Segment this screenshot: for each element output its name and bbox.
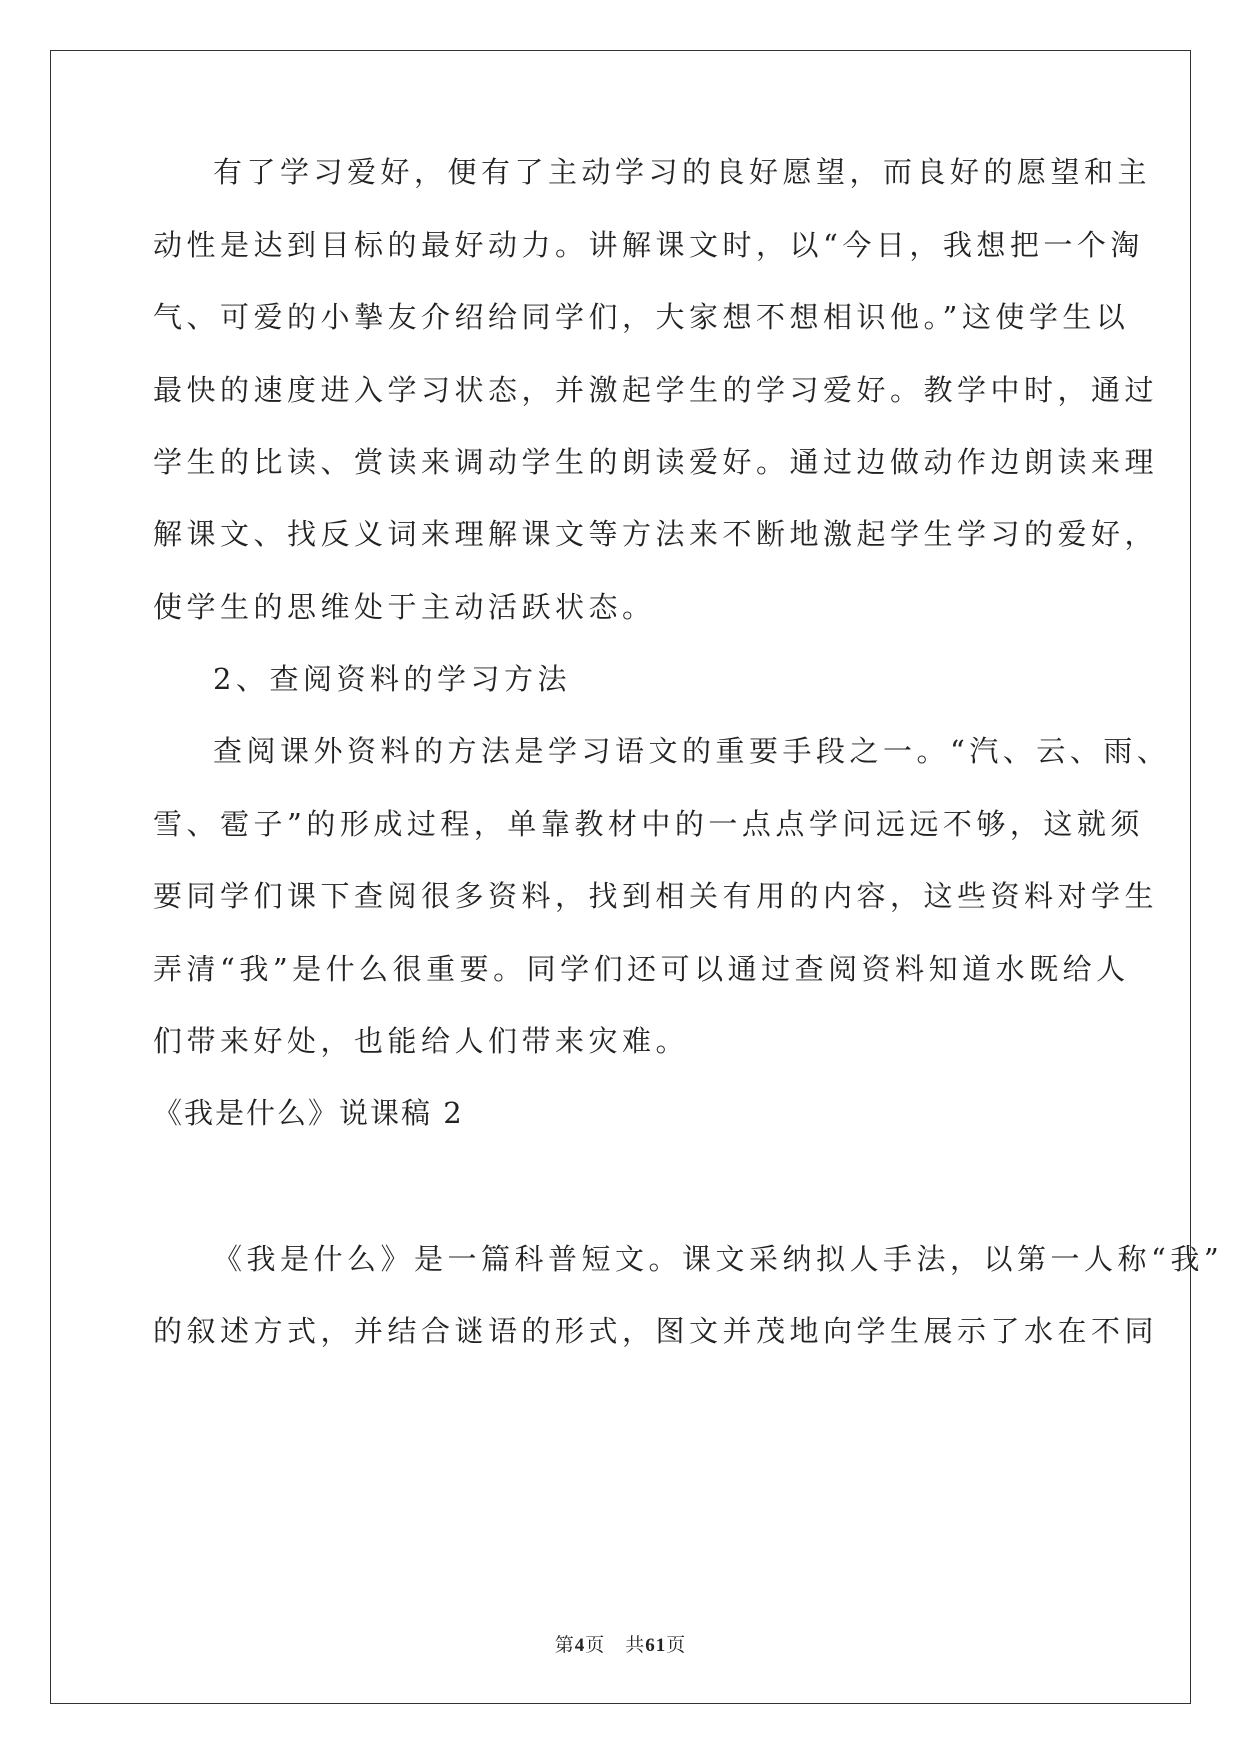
paragraph-line: 查阅课外资料的方法是学习语文的重要手段之一。“汽、云、雨、 <box>213 734 1171 768</box>
paragraph-line: 最快的速度进入学习状态，并激起学生的学习爱好。教学中时，通过 <box>153 373 1159 407</box>
footer-page-number: 4 <box>574 1635 586 1656</box>
paragraph-line: 解课文、找反义词来理解课文等方法来不断地激起学生学习的爱好， <box>153 517 1159 551</box>
paragraph-line: 弄清“我”是什么很重要。同学们还可以通过查阅资料知道水既给人 <box>153 952 1130 986</box>
footer-suffix: 页 <box>666 1634 687 1656</box>
paragraph-line: 《我是什么》是一篇科普短文。课文采纳拟人手法，以第一人称“我” <box>213 1242 1224 1276</box>
page-footer <box>0 1632 1241 1659</box>
paragraph-line: 动性是达到目标的最好动力。讲解课文时，以“今日，我想把一个淘 <box>153 228 1144 262</box>
footer-total-pages: 61 <box>645 1635 667 1656</box>
paragraph-line: 们带来好处，也能给人们带来灾难。 <box>153 1024 690 1058</box>
footer-mid: 页 共 <box>585 1634 646 1656</box>
paragraph-line: 雪、雹子”的形成过程，单靠教材中的一点点学问远远不够，这就须 <box>153 807 1144 841</box>
document-title: 《我是什么》说课稿 2 <box>153 1096 464 1130</box>
footer-prefix: 第 <box>554 1634 575 1656</box>
paragraph-line: 学生的比读、赏读来调动学生的朗读爱好。通过边做动作边朗读来理 <box>153 445 1159 479</box>
paragraph-line: 要同学们课下查阅很多资料，找到相关有用的内容，这些资料对学生 <box>153 879 1159 913</box>
section-heading: 2、查阅资料的学习方法 <box>213 662 571 696</box>
paragraph-line: 使学生的思维处于主动活跃状态。 <box>153 590 656 624</box>
paragraph-line: 气、可爱的小摯友介绍给同学们，大家想不想相识他。”这使学生以 <box>153 300 1130 334</box>
paragraph-line: 的叙述方式，并结合谜语的形式，图文并茂地向学生展示了水在不同 <box>153 1314 1159 1348</box>
paragraph-line: 有了学习爱好，便有了主动学习的良好愿望，而良好的愿望和主 <box>213 155 1152 189</box>
